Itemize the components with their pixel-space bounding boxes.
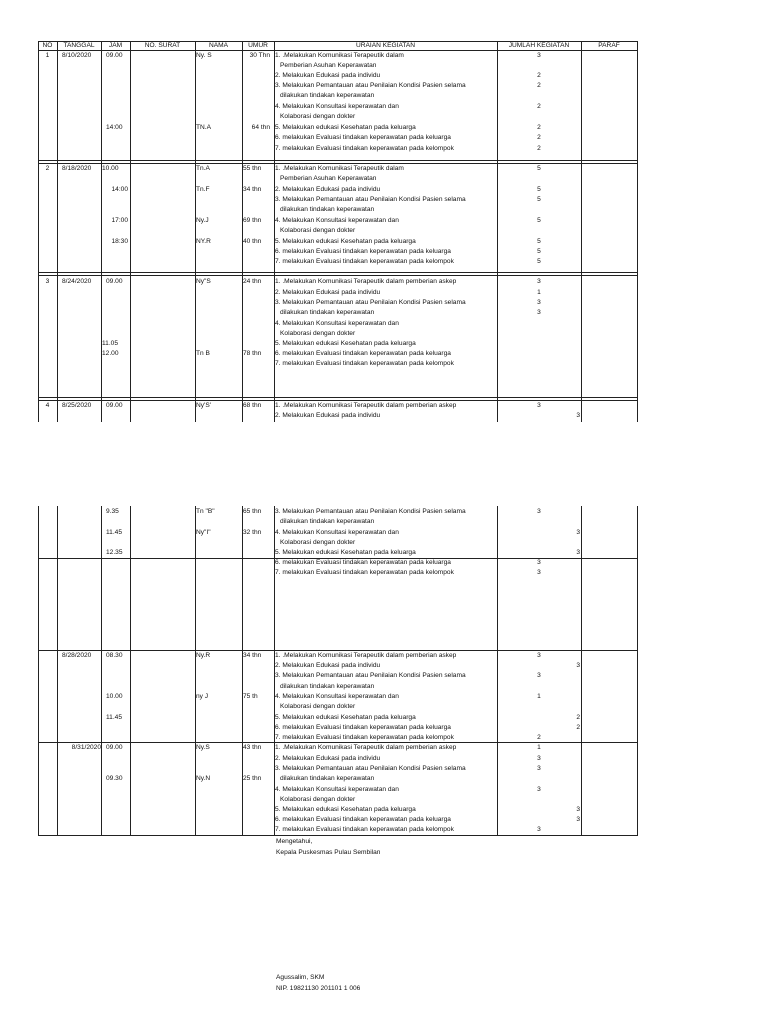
uraian-item: Kolaborasi dengan dokter <box>280 703 356 710</box>
header-jumlah: JUMLAH KEGIATAN <box>508 42 570 49</box>
jumlah-value: 3 <box>576 662 580 669</box>
header-no: NO <box>42 42 53 49</box>
jumlah-value: 2 <box>537 82 541 89</box>
uraian-item: 7. melakukan Evaluasi tindakan keperawatan pada kelompok <box>275 145 454 152</box>
row-umur: 40 thn <box>243 238 262 245</box>
row-umur: 32 thn <box>243 529 262 536</box>
uraian-item: 6. melakukan Evaluasi tindakan keperawatan pada keluarga <box>275 559 451 566</box>
row-jam: 10.00 <box>106 693 123 700</box>
header-paraf: PARAF <box>598 42 620 49</box>
jumlah-value: 2 <box>576 724 580 731</box>
row-no: 3 <box>45 278 50 285</box>
uraian-item: dilakukan tindakan keperawatan <box>280 309 375 316</box>
row-no: 1 <box>45 52 50 59</box>
row-umur: 64 thn <box>251 124 270 131</box>
jumlah-value: 3 <box>537 569 541 576</box>
jumlah-value: 3 <box>537 309 541 316</box>
jumlah-value: 2 <box>576 714 580 721</box>
uraian-item: 1. .Melakukan Komunikasi Terapeutik dalam pemberian askep <box>275 744 457 751</box>
jumlah-value: 3 <box>537 652 541 659</box>
uraian-item: 2. Melakukan Edukasi pada individu <box>275 186 381 193</box>
jumlah-value: 5 <box>537 258 541 265</box>
uraian-item: Kolaborasi dengan dokter <box>280 796 356 803</box>
uraian-item: dilakukan tindakan keperawatan <box>280 518 375 525</box>
jumlah-value: 2 <box>537 103 541 110</box>
header-umur: UMUR <box>248 42 268 49</box>
row-jam: 09.00 <box>106 744 123 751</box>
row-umur: 68 thn <box>243 402 262 409</box>
uraian-item: 3. Melakukan Pemantauan atau Penilaian Kondisi Pasien selama <box>275 765 466 772</box>
jumlah-value: 3 <box>576 816 580 823</box>
row-jam: 18:30 <box>111 238 128 245</box>
signer-name: Agussalim, SKM <box>276 974 325 981</box>
row-jam: 11.45 <box>106 714 123 721</box>
row-nama: Ny.R <box>196 652 211 659</box>
row-nama: Ny.N <box>196 775 211 782</box>
jumlah-value: 5 <box>537 165 541 172</box>
uraian-item: dilakukan tindakan keperawatan <box>280 206 375 213</box>
jumlah-value: 2 <box>537 134 541 141</box>
uraian-item: 5. Melakukan edukasi Kesehatan pada keluarga <box>275 806 416 813</box>
uraian-item: dilakukan tindakan keperawatan <box>280 92 375 99</box>
jumlah-value: 3 <box>576 549 580 556</box>
row-umur: 55 thn <box>243 165 262 172</box>
uraian-item: 4. Melakukan Konsultasi keperawatan dan <box>275 217 399 224</box>
jumlah-value: 3 <box>537 299 541 306</box>
uraian-item: 1. .Melakukan Komunikasi Terapeutik dalam <box>275 52 404 59</box>
uraian-item: Kolaborasi dengan dokter <box>280 539 356 546</box>
row-tanggal: 8/28/2020 <box>62 652 92 659</box>
uraian-item: 1. .Melakukan Komunikasi Terapeutik dalam pemberian askep <box>275 402 457 409</box>
uraian-item: 2. Melakukan Edukasi pada individu <box>275 412 381 419</box>
mengetahui-label: Mengetahui, <box>276 838 313 845</box>
uraian-item: 6. melakukan Evaluasi tindakan keperawatan pada keluarga <box>275 816 451 823</box>
row-tanggal: 8/24/2020 <box>62 278 92 285</box>
row-no: 4 <box>45 402 50 409</box>
header-jam: JAM <box>108 42 123 49</box>
row-jam: 11.05 <box>102 340 119 347</box>
row-umur: 69 thn <box>243 217 262 224</box>
jumlah-value: 3 <box>576 806 580 813</box>
row-tanggal: 8/25/2020 <box>62 402 92 409</box>
row-jam: 14:00 <box>111 186 128 193</box>
uraian-item: 4. Melakukan Konsultasi keperawatan dan <box>275 320 399 327</box>
signer-nip: NIP. 19821130 201101 1 006 <box>276 985 361 992</box>
jumlah-value: 3 <box>576 529 580 536</box>
row-no: 2 <box>45 165 50 172</box>
row-nama: Tn.F <box>196 186 210 193</box>
jumlah-value: 3 <box>537 508 541 515</box>
uraian-item: 3. Melakukan Pemantauan atau Penilaian Kondisi Pasien selama <box>275 196 466 203</box>
jumlah-value: 3 <box>537 786 541 793</box>
uraian-item: 7. melakukan Evaluasi tindakan keperawatan pada kelompok <box>275 734 454 741</box>
row-umur: 34 thn <box>243 186 262 193</box>
row-nama: ny J <box>196 693 209 700</box>
row-jam: 9.35 <box>106 508 119 515</box>
uraian-item: Pemberian Asuhan Keperawatan <box>280 62 377 69</box>
row-nama: Ny"I" <box>196 529 211 536</box>
row-umur: 78 thn <box>243 350 262 357</box>
header-tanggal: TANGGAL <box>63 42 95 49</box>
uraian-item: Kolaborasi dengan dokter <box>280 227 356 234</box>
jumlah-value: 1 <box>537 693 541 700</box>
uraian-item: 4. Melakukan Konsultasi keperawatan dan <box>275 693 399 700</box>
uraian-item: 2. Melakukan Edukasi pada individu <box>275 289 381 296</box>
uraian-item: dilakukan tindakan keperawatan <box>280 775 375 782</box>
jumlah-value: 3 <box>537 402 541 409</box>
jumlah-value: 5 <box>537 196 541 203</box>
row-jam: 10.00 <box>102 165 119 172</box>
jumlah-value: 1 <box>537 289 541 296</box>
row-umur: 25 thn <box>243 775 262 782</box>
uraian-item: 2. Melakukan Edukasi pada individu <box>275 755 381 762</box>
jabatan-label: Kepala Puskesmas Pulau Sembilan <box>276 849 381 856</box>
jumlah-value: 3 <box>537 278 541 285</box>
jumlah-value: 2 <box>537 734 541 741</box>
row-nama: Ny.J <box>196 217 209 224</box>
uraian-item: Kolaborasi dengan dokter <box>280 330 356 337</box>
row-nama: Ny. S <box>196 52 212 59</box>
uraian-item: 5. Melakukan edukasi Kesehatan pada keluarga <box>275 238 416 245</box>
row-umur: 43 thn <box>243 744 262 751</box>
row-jam: 09.00 <box>106 402 123 409</box>
row-nama: Ny'S' <box>196 402 211 409</box>
header-nama: NAMA <box>208 42 229 49</box>
jumlah-value: 5 <box>537 217 541 224</box>
uraian-item: 1. .Melakukan Komunikasi Terapeutik dalam pemberian askep <box>275 652 457 659</box>
row-umur: 34 thn <box>243 652 262 659</box>
row-umur: 65 thn <box>243 508 262 515</box>
uraian-item: dilakukan tindakan keperawatan <box>280 683 375 690</box>
row-jam: 12.35 <box>106 549 123 556</box>
row-jam: 09.00 <box>106 52 123 59</box>
row-tanggal: 8/18/2020 <box>62 165 92 172</box>
uraian-item: Kolaborasi dengan dokter <box>280 113 356 120</box>
uraian-item: 6. melakukan Evaluasi tindakan keperawatan pada keluarga <box>275 724 451 731</box>
row-umur: 75 th <box>243 693 258 700</box>
uraian-item: 5. Melakukan edukasi Kesehatan pada keluarga <box>275 549 416 556</box>
jumlah-value: 5 <box>537 186 541 193</box>
uraian-item: 3. Melakukan Pemantauan atau Penilaian Kondisi Pasien selama <box>275 299 466 306</box>
uraian-item: 3. Melakukan Pemantauan atau Penilaian Kondisi Pasien selama <box>275 82 466 89</box>
row-jam: 17:00 <box>111 217 128 224</box>
jumlah-value: 3 <box>537 672 541 679</box>
uraian-item: 5. Melakukan edukasi Kesehatan pada keluarga <box>275 714 416 721</box>
jumlah-value: 2 <box>537 72 541 79</box>
uraian-item: 5. Melakukan edukasi Kesehatan pada keluarga <box>275 340 416 347</box>
uraian-item: 6. melakukan Evaluasi tindakan keperawatan pada keluarga <box>275 134 451 141</box>
uraian-item: 7. melakukan Evaluasi tindakan keperawatan pada kelompok <box>275 360 454 367</box>
uraian-item: 5. Melakukan edukasi Kesehatan pada keluarga <box>275 124 416 131</box>
uraian-item: 1. .Melakukan Komunikasi Terapeutik dalam <box>275 165 404 172</box>
jumlah-value: 2 <box>537 124 541 131</box>
row-nama: Tn "B" <box>196 508 215 515</box>
row-jam: 12.00 <box>102 350 119 357</box>
uraian-item: 2. Melakukan Edukasi pada individu <box>275 72 381 79</box>
row-nama: TN.A <box>196 124 212 131</box>
row-nama: Ny"S <box>196 278 211 285</box>
row-tanggal: 8/31/2020 <box>71 744 101 751</box>
uraian-item: 3. Melakukan Pemantauan atau Penilaian Kondisi Pasien selama <box>275 672 466 679</box>
row-jam: 09.00 <box>106 278 123 285</box>
row-umur: 24 thn <box>243 278 262 285</box>
header-no-surat: NO. SURAT <box>144 42 181 49</box>
uraian-item: 7. melakukan Evaluasi tindakan keperawatan pada kelompok <box>275 569 454 576</box>
row-jam: 14:00 <box>106 124 123 131</box>
uraian-item: 4. Melakukan Konsultasi keperawatan dan <box>275 786 399 793</box>
uraian-item: 3. Melakukan Pemantauan atau Penilaian Kondisi Pasien selama <box>275 508 466 515</box>
uraian-item: 6. melakukan Evaluasi tindakan keperawatan pada keluarga <box>275 350 451 357</box>
jumlah-value: 3 <box>537 765 541 772</box>
uraian-item: Pemberian Asuhan Keperawatan <box>280 175 377 182</box>
uraian-item: 7. melakukan Evaluasi tindakan keperawatan pada kelompok <box>275 826 454 833</box>
uraian-item: 2. Melakukan Edukasi pada individu <box>275 662 381 669</box>
uraian-item: 1. .Melakukan Komunikasi Terapeutik dalam pemberian askep <box>275 278 457 285</box>
jumlah-value: 2 <box>537 145 541 152</box>
jumlah-value: 1 <box>537 744 541 751</box>
uraian-item: 7. melakukan Evaluasi tindakan keperawatan pada kelompok <box>275 258 454 265</box>
uraian-item: 4. Melakukan Konsultasi keperawatan dan <box>275 529 399 536</box>
jumlah-value: 3 <box>537 755 541 762</box>
jumlah-value: 5 <box>537 238 541 245</box>
jumlah-value: 3 <box>576 412 580 419</box>
row-jam: 11.45 <box>106 529 123 536</box>
row-nama: NY.R <box>196 238 211 245</box>
row-umur: 30 Thn <box>249 52 270 59</box>
uraian-item: 6. melakukan Evaluasi tindakan keperawatan pada keluarga <box>275 248 451 255</box>
row-jam: 09.30 <box>106 775 123 782</box>
jumlah-value: 3 <box>537 52 541 59</box>
jumlah-value: 5 <box>537 248 541 255</box>
header-uraian: URAIAN KEGIATAN <box>355 42 416 49</box>
row-jam: 08.30 <box>106 652 123 659</box>
row-nama: Ny.S <box>196 744 210 751</box>
jumlah-value: 3 <box>537 559 541 566</box>
row-nama: Tn B <box>196 350 210 357</box>
row-nama: Tn.A <box>196 165 210 172</box>
jumlah-value: 3 <box>537 826 541 833</box>
uraian-item: 4. Melakukan Konsultasi keperawatan dan <box>275 103 399 110</box>
row-tanggal: 8/10/2020 <box>62 52 92 59</box>
